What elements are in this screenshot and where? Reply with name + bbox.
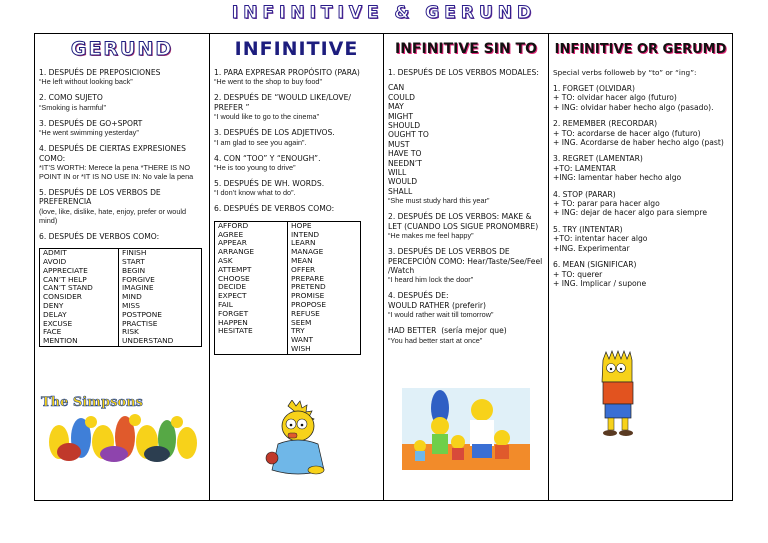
verbs-column-left	[40, 249, 119, 347]
verb-item: CONSIDER	[43, 292, 82, 302]
verb-item: HESITATE	[218, 326, 253, 336]
rule-section	[388, 291, 544, 319]
verb-item: MEAN	[291, 256, 313, 266]
infinitive-heading: INFINITIVE	[234, 38, 359, 60]
rule-text: 6. DESPUÉS DE VERBOS COMO:	[39, 231, 160, 241]
rule-section	[214, 68, 379, 86]
rule-example: “I would like to go to the cinema”	[214, 112, 320, 122]
rule-example: “He is too young to drive”	[214, 163, 296, 173]
verb-item: BEGIN	[122, 265, 146, 275]
rule-text: 3. DESPUÉS DE LOS ADJETIVOS.	[214, 128, 335, 138]
rule-text: NEEDN’T	[388, 158, 422, 168]
or-gerund-intro: Special verbs followeb by “to” or “ing”:	[553, 68, 697, 77]
rule-text: + ING. Acordarse de haber hecho algo (past)	[553, 138, 724, 148]
verb-item: ATTEMPT	[218, 264, 252, 274]
rule-text: WILL	[388, 168, 407, 178]
verb-item: ASK	[218, 256, 233, 266]
verb-item: FINISH	[122, 248, 147, 258]
simpsons-logo: The Simpsons	[41, 395, 143, 410]
summary-sheet	[34, 33, 733, 501]
rule-example: “I would rather wait till tomorrow”	[388, 310, 494, 320]
infinitive-or-gerund-column	[549, 34, 732, 500]
rule-text: + TO: acordarse de hacer algo (futuro)	[553, 128, 701, 138]
verb-item: ADMIT	[43, 248, 67, 258]
verb-item: UNDERSTAND	[122, 336, 174, 346]
verb-item: SEEM	[291, 317, 312, 327]
rule-text: 4. DESPUÉS DE:	[388, 291, 449, 301]
rule-text: MAY	[388, 102, 404, 112]
rule-section	[214, 154, 379, 172]
rule-text: 2. DESPUÉS DE “WOULD LIKE/LOVE/ PREFER ”	[214, 93, 354, 112]
rule-section	[553, 225, 728, 253]
rule-section	[388, 68, 544, 205]
verb-item: OFFER	[291, 264, 316, 274]
verb-item: MANAGE	[291, 247, 324, 257]
rule-example: “I am glad to see you again”.	[214, 137, 307, 147]
verb-item: HAPPEN	[218, 317, 248, 327]
rule-text: 4. DESPUÉS DE CIERTAS EXPRESIONES COMO:	[39, 144, 189, 163]
rule-section	[553, 84, 728, 112]
verb-item: MENTION	[43, 336, 78, 346]
verb-item: ARRANGE	[218, 247, 255, 257]
verb-item: FAIL	[218, 300, 233, 310]
verb-item: START	[122, 257, 145, 267]
rule-text: 1. PARA EXPRESAR PROPÓSITO (PARA)	[214, 68, 360, 77]
simpsons-group-image	[402, 388, 530, 474]
rule-example: “Smoking is harmful”	[39, 102, 106, 112]
infinitive-verbs-table	[214, 221, 361, 355]
rule-example: “I don’t know what to do”.	[214, 188, 296, 198]
rule-section	[39, 232, 205, 241]
verb-item: AVOID	[43, 257, 67, 267]
rule-text: + TO: querer	[553, 269, 603, 279]
bart-image	[597, 342, 639, 442]
rule-text: 3. DESPUÉS DE GO+SPORT	[39, 118, 143, 128]
verb-item: FORGET	[218, 308, 249, 318]
rule-section	[553, 119, 728, 147]
rule-section	[553, 154, 728, 182]
verb-item: CAN’T STAND	[43, 283, 93, 293]
page-title: INFINITIVE & GERUND	[231, 3, 537, 23]
sin-to-heading: INFINITIVE SIN TO	[395, 41, 537, 57]
rule-text: 4. CON “TOO” Y “ENOUGH”.	[214, 153, 321, 163]
rule-text: +TO: LAMENTAR	[553, 163, 616, 173]
verbs-column-right	[119, 249, 202, 347]
verb-item: PREPARE	[291, 273, 325, 283]
rule-section	[39, 188, 205, 225]
rule-section	[388, 247, 544, 284]
verb-item: AFFORD	[218, 220, 249, 230]
rule-section	[214, 93, 379, 121]
verb-item: APPRECIATE	[43, 265, 88, 275]
rule-text: 5. TRY (INTENTAR)	[553, 224, 623, 234]
rule-text: WOULD	[388, 177, 418, 187]
rule-text: WOULD RATHER (preferir)	[388, 300, 487, 310]
rule-section	[39, 144, 205, 181]
rule-text: 4. STOP (PARAR)	[553, 189, 616, 199]
verb-item: EXCUSE	[43, 318, 73, 328]
infinitive-rules	[210, 64, 383, 214]
rule-text: 1. DESPUÉS DE PREPOSICIONES	[39, 68, 161, 77]
verb-item: MISS	[122, 301, 140, 311]
infinitive-sin-to-column	[384, 34, 549, 500]
maggie-image	[258, 400, 332, 480]
rule-section	[39, 68, 205, 86]
rule-example: *IT’S WORTH: Merece la pena *THERE IS NO POINT IN or *IT IS NO USE IN: No vale la pena	[39, 163, 194, 182]
verb-item: CAN’T HELP	[43, 274, 87, 284]
rule-text: HAVE TO	[388, 149, 422, 159]
gerund-heading: GERUND	[70, 38, 174, 60]
rule-text: MUST	[388, 139, 410, 149]
rule-text: 1. DESPUÉS DE LOS VERBOS MODALES:	[388, 68, 539, 77]
rule-section	[214, 128, 379, 146]
verb-item: WANT	[291, 335, 314, 345]
rule-section	[553, 190, 728, 218]
rule-section	[39, 119, 205, 137]
rule-section	[214, 179, 379, 197]
infinitive-column	[210, 34, 384, 500]
verbs-column-left	[215, 221, 288, 354]
verb-item: IMAGINE	[122, 283, 154, 293]
rule-text: + ING: dejar de hacer algo para siempre	[553, 208, 707, 218]
verb-item: FACE	[43, 327, 62, 337]
rule-section	[553, 260, 728, 288]
rule-example: “I heard him lock the door”	[388, 275, 474, 285]
rule-text: + ING. Implicar / supone	[553, 278, 647, 288]
verb-item: PROMISE	[291, 291, 325, 301]
verb-item: REFUSE	[291, 308, 320, 318]
rule-text: 6. MEAN (SIGNIFICAR)	[553, 260, 637, 270]
rule-text: 2. COMO SUJETO	[39, 93, 103, 103]
verb-item: INTEND	[291, 229, 320, 239]
rule-text: HAD BETTER (sería mejor que)	[388, 326, 507, 336]
verb-item: WISH	[291, 344, 311, 353]
gerund-column	[35, 34, 210, 500]
rule-example: “He went swimming yesterday”	[39, 128, 139, 138]
verb-item: APPEAR	[218, 238, 247, 248]
rule-text: + ING: olvidar haber hecho algo (pasado).	[553, 102, 714, 112]
rule-text: SHOULD	[388, 121, 421, 131]
rule-text: 3. REGRET (LAMENTAR)	[553, 154, 643, 164]
verb-item: FORGIVE	[122, 274, 155, 284]
verb-item: DECIDE	[218, 282, 247, 292]
rule-text: +ING. Experimentar	[553, 243, 630, 253]
verb-item: EXPECT	[218, 291, 247, 301]
rule-text: 5. DESPUÉS DE WH. WORDS.	[214, 179, 325, 189]
rule-example: “You had better start at once”	[388, 335, 483, 345]
rule-section	[39, 93, 205, 111]
verb-item: DENY	[43, 301, 64, 311]
rule-example: “She must study hard this year”	[388, 196, 490, 206]
rule-text: 2. REMEMBER (RECORDAR)	[553, 119, 658, 129]
verb-item: PRACTISE	[122, 318, 158, 328]
rule-example: “He went to the shop to buy food”	[214, 77, 322, 87]
or-gerund-rules	[553, 84, 728, 288]
verb-item: HOPE	[291, 220, 312, 230]
verb-item: POSTPONE	[122, 309, 162, 319]
rule-text: COULD	[388, 92, 415, 102]
rule-text: + TO: olvidar hacer algo (futuro)	[553, 93, 677, 103]
gerund-verbs-table	[39, 248, 202, 347]
rule-text: +ING: lamentar haber hecho algo	[553, 173, 682, 183]
rule-text: +TO: intentar hacer algo	[553, 234, 648, 244]
rule-text: OUGHT TO	[388, 130, 429, 140]
rule-example: (love, like, dislike, hate, enjoy, prefer or would mind)	[39, 206, 187, 225]
verb-item: DELAY	[43, 309, 67, 319]
verb-item: RISK	[122, 327, 139, 337]
verb-item: PROPOSE	[291, 300, 327, 310]
rule-text: 2. DESPUÉS DE LOS VERBOS: MAKE & LET (CUANDO LOS SIGUE PRONOMBRE)	[388, 212, 539, 231]
simpsons-family-image	[39, 392, 205, 466]
rule-text: 3. DESPUÉS DE LOS VERBOS DE PERCEPCIÓN COMO: Hear/Taste/See/Feel /Watch	[388, 247, 545, 275]
verb-item: MIND	[122, 292, 142, 302]
verb-item: LEARN	[291, 238, 316, 248]
rule-text: SHALL	[388, 186, 413, 196]
verb-item: AGREE	[218, 229, 244, 239]
sin-to-rules	[384, 64, 548, 345]
verb-item: CHOOSE	[218, 273, 250, 283]
rule-text: 1. FORGET (OLVIDAR)	[553, 84, 635, 93]
or-gerund-heading: INFINITIVE OR GERUMD	[554, 41, 727, 57]
rule-example: “He left without looking back”	[39, 77, 133, 87]
rule-text: CAN	[388, 83, 405, 93]
rule-text: 6. DESPUÉS DE VERBOS COMO:	[214, 204, 335, 214]
verb-item: PRETEND	[291, 282, 326, 292]
verb-item: TRY	[291, 326, 305, 336]
rule-section	[214, 204, 379, 213]
verbs-column-right	[288, 221, 361, 354]
rule-section	[388, 326, 544, 344]
gerund-rules	[35, 64, 209, 241]
rule-text: 5. DESPUÉS DE LOS VERBOS DE PREFERENCIA	[39, 188, 164, 207]
rule-text: + TO: parar para hacer algo	[553, 199, 660, 209]
rule-example: “He makes me feel happy”	[388, 231, 474, 241]
rule-text: MIGHT	[388, 111, 414, 121]
rule-section	[388, 212, 544, 240]
